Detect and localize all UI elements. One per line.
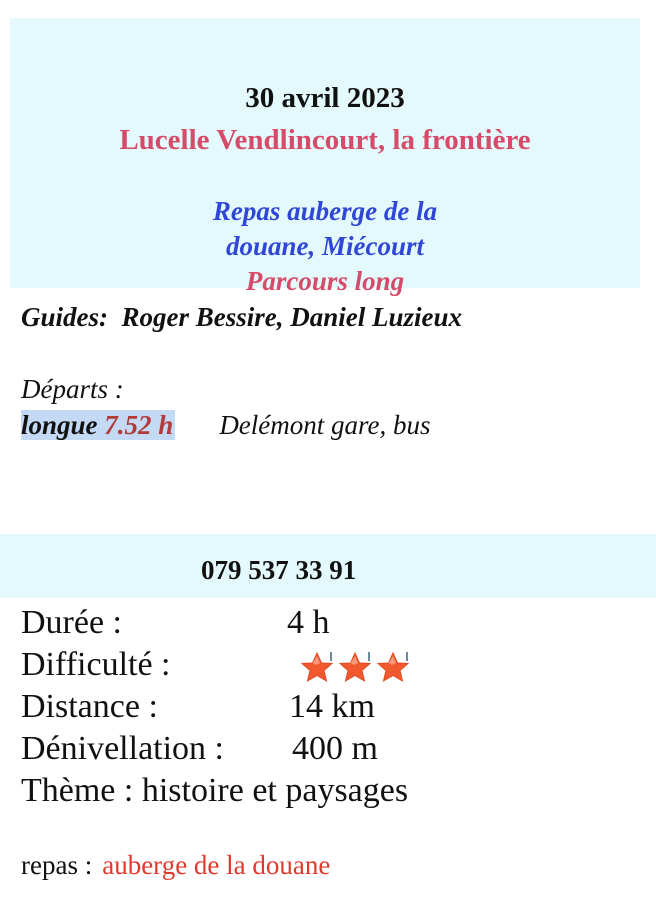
distance-value: 14 km — [289, 688, 375, 725]
elevation-value: 400 m — [292, 730, 378, 767]
departure-highlight[interactable] — [21, 410, 175, 440]
hike-place: Lucelle Vendlincourt, la frontière — [119, 124, 531, 156]
difficulty-row — [21, 646, 441, 690]
departure-place: Delémont gare, bus — [219, 410, 431, 440]
departures-label: Départs : — [21, 374, 124, 404]
theme-row: Thème : histoire et paysages — [21, 772, 409, 809]
duration-label: Durée : — [21, 604, 123, 641]
departure-time: 7.52 h — [104, 410, 174, 440]
phone-number: 079 537 33 91 — [201, 555, 357, 585]
hike-date: 30 avril 2023 — [245, 82, 405, 114]
star-icon — [337, 650, 373, 686]
elevation-label: Dénivellation : — [21, 730, 225, 767]
meal-value: auberge de la douane — [102, 850, 331, 880]
duration-row — [21, 604, 330, 642]
meal-info — [10, 194, 640, 264]
distance-label: Distance : — [21, 688, 158, 725]
departure-row — [21, 410, 431, 441]
meal-row — [21, 850, 330, 881]
guides-line: Guides: Roger Bessire, Daniel Luzieux — [21, 302, 463, 332]
departure-type: longue — [21, 410, 98, 440]
meal-label: repas : — [21, 850, 93, 880]
meal-line-2: douane, Miécourt — [225, 231, 425, 261]
star-icon — [375, 650, 411, 686]
meal-line-1: Repas auberge de la — [212, 196, 438, 226]
difficulty-label: Difficulté : — [21, 646, 171, 683]
course-type: Parcours long — [245, 266, 405, 296]
duration-value: 4 h — [287, 604, 330, 641]
distance-row — [21, 688, 375, 726]
elevation-row — [21, 730, 378, 768]
star-icon — [299, 650, 335, 686]
header-box — [10, 18, 640, 296]
difficulty-stars — [299, 650, 411, 686]
